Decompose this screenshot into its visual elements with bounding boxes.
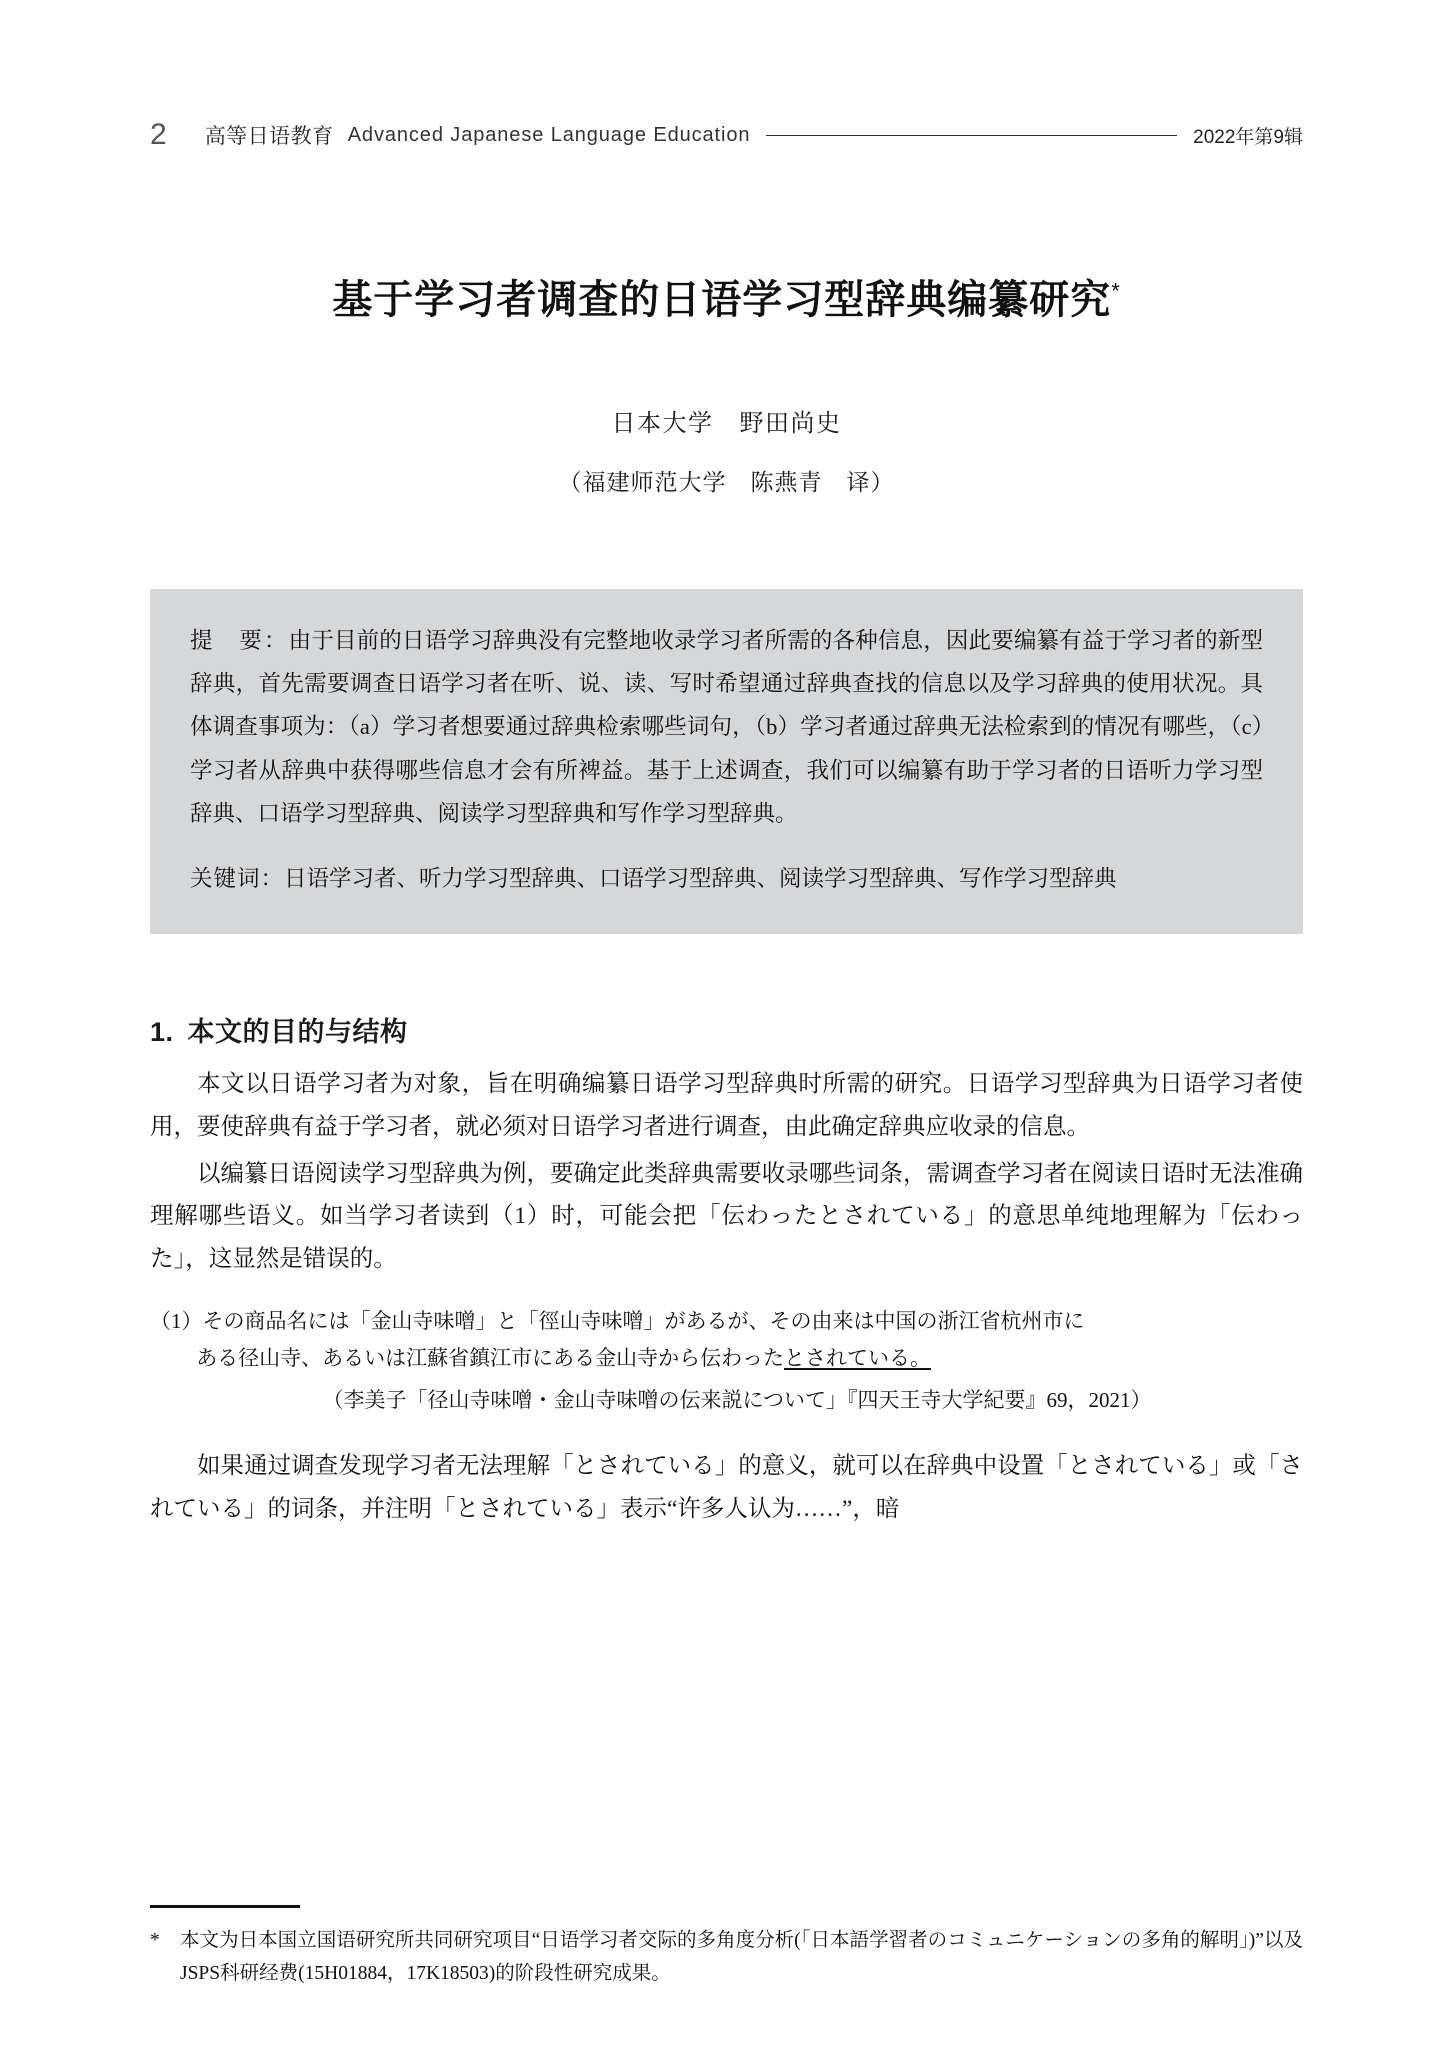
translator-line: （福建师范大学 陈燕青 译） <box>558 470 895 495</box>
header-divider <box>766 135 1177 136</box>
example-underlined-text: とされている。 <box>783 1346 931 1371</box>
paragraph-1: 本文以日语学习者为对象，旨在明确编纂日语学习型辞典时所需的研究。日语学习型辞典为日语学习者使用，要使辞典有益于学习者，就必须对日语学习者进行调查，由此确定辞典应收录的信息。 <box>150 1071 1303 1140</box>
journal-title-en: Advanced Japanese Language Education <box>347 123 751 146</box>
section-number-1: 1. <box>150 1017 174 1048</box>
keywords-text: 日语学习者、听力学习型辞典、口语学习型辞典、阅读学习型辞典、写作学习型辞典 <box>284 865 1117 891</box>
abstract-label: 提 要： <box>190 628 289 653</box>
article-title <box>150 268 1303 325</box>
footnote-1 <box>150 1924 1303 1991</box>
example-block <box>150 1303 1303 1419</box>
affiliation: 日本大学 <box>611 411 714 437</box>
running-head <box>150 120 1303 150</box>
title-footnote-marker: * <box>1111 278 1121 304</box>
paragraph-3: 如果通过调查发现学习者无法理解「とされている」的意义，就可以在辞典中设置「とされている」或「されている」的词条，并注明「とされている」表示“许多人认为……”，暗 <box>150 1453 1303 1522</box>
footnote-marker: * <box>150 1929 160 1951</box>
journal-title-cn: 高等日语教育 <box>204 125 334 148</box>
keywords-label: 关键词： <box>190 865 285 891</box>
footnote-area <box>150 1905 1303 1991</box>
author-line <box>150 403 1303 438</box>
abstract-box <box>150 589 1303 934</box>
keywords-paragraph <box>190 857 1263 900</box>
footnote-text: 本文为日本国立国语研究所共同研究项目“日语学习者交际的多角度分析(「日本語学習者のコミュニケーションの多角的解明」)”以及JSPS科研经费(15H01884，17K18503)的阶段性研究成果。 <box>180 1929 1303 1985</box>
section-title-1: 本文的目的与结构 <box>187 1017 408 1048</box>
example-line-2-text: ある径山寺、あるいは江蘇省鎮江市にある金山寺から伝わった <box>196 1346 784 1371</box>
article-title-text: 基于学习者调查的日语学习型辞典编纂研究 <box>332 278 1112 322</box>
footnote-divider <box>150 1905 300 1908</box>
author-name: 野田尚史 <box>739 411 842 437</box>
issue-label: 2022年第9辑 <box>1193 126 1303 148</box>
example-line-2 <box>150 1340 1303 1377</box>
abstract-paragraph <box>190 619 1263 835</box>
example-line-1: （1）その商品名には「金山寺味噌」と「徑山寺味噌」があるが、その由来は中国の浙江省杭州市に <box>150 1308 1085 1333</box>
page-number: 2 <box>150 118 167 151</box>
abstract-text: 由于目前的日语学习辞典没有完整地收录学习者所需的各种信息，因此要编纂有益于学习者的新型辞典，首先需要调查日语学习者在听、说、读、写时希望通过辞典查找的信息以及学习辞典的使用状况。具体调查事项为：（a）学习者想要通过辞典检索哪些词句，（b）学习者通过辞典无法检索到的情况有哪些，（c）学习者从辞典中获得哪些信息才会有所裨益。基于上述调查，我们可以编纂有助于学习者的日语听力学习型辞典、口语学习型辞典、阅读学习型辞典和写作学习型辞典。 <box>190 628 1263 826</box>
paragraph-2: 以编纂日语阅读学习型辞典为例，要确定此类辞典需要收录哪些词条，需调查学习者在阅读日语时无法准确理解哪些语义。如当学习者读到（1）时，可能会把「伝わったとされている」的意思单纯地理解为「伝わった」，这显然是错误的。 <box>150 1160 1303 1273</box>
section-heading-1 <box>150 1010 1303 1049</box>
example-source: （李美子「径山寺味噌・金山寺味噌の伝来説について」『四天王寺大学紀要』69，2021） <box>322 1387 1152 1412</box>
